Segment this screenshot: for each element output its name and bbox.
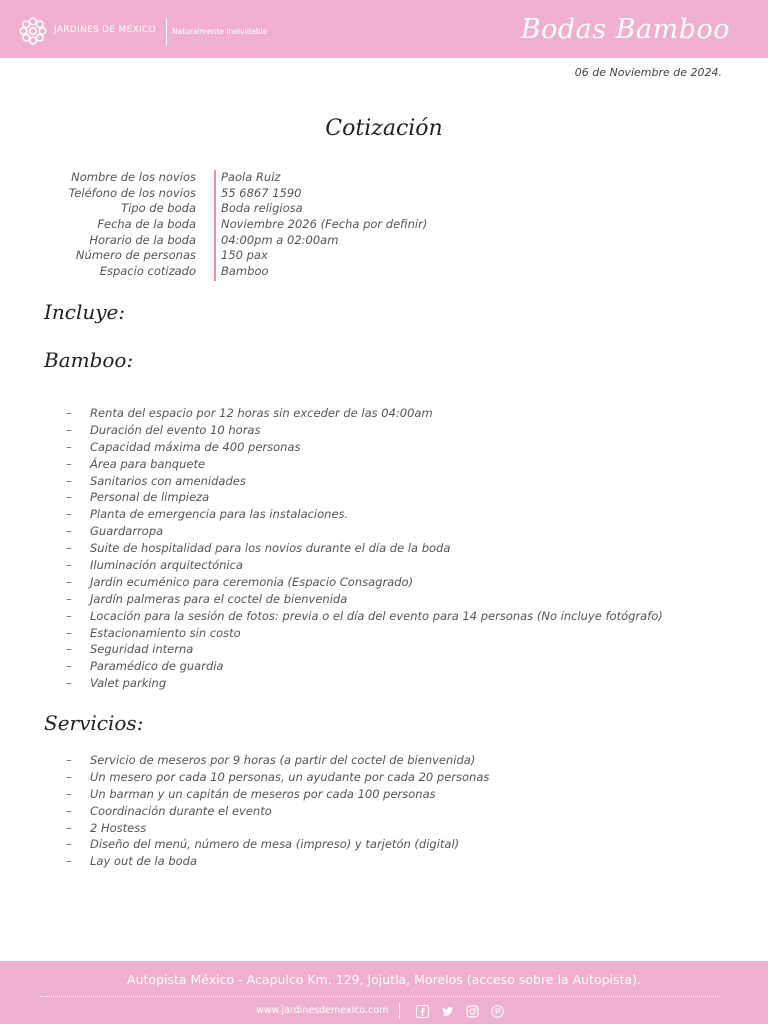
header-bar [0, 0, 768, 58]
list-dash: – [66, 753, 72, 767]
list-dash: – [66, 490, 72, 505]
list-item-text: Duración del evento 10 horas [90, 422, 261, 437]
list-dash: – [66, 507, 72, 522]
twitter-icon[interactable] [441, 1005, 454, 1018]
instagram-icon[interactable] [466, 1005, 479, 1018]
list-item-text: Valet parking [90, 676, 167, 691]
list-item-text: Capacidad máxima de 400 personas [90, 439, 301, 454]
info-value: 150 pax [221, 248, 268, 263]
list-dash: – [66, 676, 72, 691]
info-value: Boda religiosa [221, 201, 303, 216]
info-value: Noviembre 2026 (Fecha por definir) [221, 217, 428, 232]
brand-title: Bodas Bamboo [520, 14, 730, 45]
info-value: 55 6867 1590 [221, 185, 302, 200]
footer-bar [0, 961, 768, 1024]
list-item-text: Jardín palmeras para el coctel de bienvenida [90, 591, 348, 606]
list-dash: – [66, 803, 72, 818]
info-label: Nombre de los novios [71, 170, 196, 184]
list-item-text: 2 Hostess [90, 820, 147, 835]
document-title: Cotización [325, 116, 443, 141]
list-dash: – [66, 422, 72, 437]
info-table [50, 170, 650, 280]
list-dash: – [66, 786, 72, 801]
pinterest-icon[interactable] [491, 1005, 504, 1018]
heading-incluye: Incluye: [44, 300, 126, 324]
list-item-text: Jardín ecuménico para ceremonia (Espacio Consagrado) [90, 574, 414, 589]
info-row [50, 186, 650, 202]
list-item-text: Un mesero por cada 10 personas, un ayudante por cada 20 personas [90, 769, 490, 784]
list-item-text: Renta del espacio por 12 horas sin exceder de las 04:00am [90, 406, 433, 420]
list-dash: – [66, 524, 72, 539]
document-date: 06 de Noviembre de 2024. [574, 66, 722, 79]
list-item-text: Guardarropa [90, 524, 164, 539]
info-label: Teléfono de los novios [68, 185, 196, 200]
list-dash: – [66, 625, 72, 640]
list-item-text: Personal de limpieza [90, 490, 210, 505]
info-row [50, 201, 650, 217]
list-dash: – [66, 558, 72, 573]
list-dash: – [66, 854, 72, 869]
list-dash: – [66, 659, 72, 674]
info-value: Paola Ruiz [221, 170, 281, 184]
logo-tagline: Naturalmente Inolvidable [172, 27, 268, 36]
info-row [50, 217, 650, 233]
list-item-text: Diseño del menú, número de mesa (impreso) y tarjetón (digital) [90, 837, 460, 852]
info-value: Bamboo [221, 264, 269, 279]
info-row [50, 264, 650, 280]
info-label: Tipo de boda [121, 201, 196, 216]
list-item-text: Un barman y un capitán de meseros por cada 100 personas [90, 786, 436, 801]
list-dash: – [66, 591, 72, 606]
info-label: Espacio cotizado [99, 264, 196, 279]
list-dash: – [66, 837, 72, 852]
footer-rule [40, 996, 720, 997]
list-item-text: Seguridad interna [90, 642, 194, 657]
list-dash: – [66, 473, 72, 488]
list-item-text: Coordinación durante el evento [90, 803, 272, 818]
list-item-text: Servicio de meseros por 9 horas (a partir del coctel de bienvenida) [90, 753, 476, 767]
header-divider [166, 18, 167, 46]
list-dash: – [66, 406, 72, 420]
list-dash: – [66, 820, 72, 835]
list-dash: – [66, 541, 72, 556]
list-item-text: Iluminación arquitectónica [90, 558, 243, 573]
list-dash: – [66, 456, 72, 471]
info-row [50, 248, 650, 264]
list-item-text: Lay out de la boda [90, 854, 198, 869]
list-item-text: Sanitarios con amenidades [90, 473, 246, 488]
logo-name: JARDINES DE MÉXICO [54, 25, 157, 35]
list-item-text: Suite de hospitalidad para los novios durante el día de la boda [90, 541, 451, 556]
list-item-text: Estacionamiento sin costo [90, 625, 241, 640]
info-row [50, 170, 650, 186]
website-link[interactable]: www.jardinesdemexico.com [256, 1005, 389, 1016]
list-item-text: Área para banquete [90, 456, 206, 471]
list-item-text: Locación para la sesión de fotos: previa o el día del evento para 14 personas (No incluye fotógrafo) [90, 608, 663, 623]
list-dash: – [66, 769, 72, 784]
info-label: Fecha de la boda [97, 217, 196, 232]
footer-address: Autopista México - Acapulco Km. 129, Jojutla, Morelos (acceso sobre la Autopista). [127, 972, 641, 987]
list-item-text: Paramédico de guardia [90, 659, 224, 674]
info-value: 04:00pm a 02:00am [221, 232, 339, 247]
list-item-text: Planta de emergencia para las instalaciones. [90, 507, 349, 522]
list-dash: – [66, 608, 72, 623]
footer-divider [399, 1003, 400, 1019]
heading-servicios: Servicios: [44, 711, 144, 735]
facebook-icon[interactable] [416, 1005, 429, 1018]
info-label: Número de personas [75, 248, 196, 263]
list-dash: – [66, 574, 72, 589]
info-label: Horario de la boda [89, 232, 196, 247]
info-row [50, 233, 650, 249]
list-dash: – [66, 642, 72, 657]
heading-bamboo: Bamboo: [44, 348, 134, 372]
flower-logo-icon [18, 16, 48, 46]
list-dash: – [66, 439, 72, 454]
